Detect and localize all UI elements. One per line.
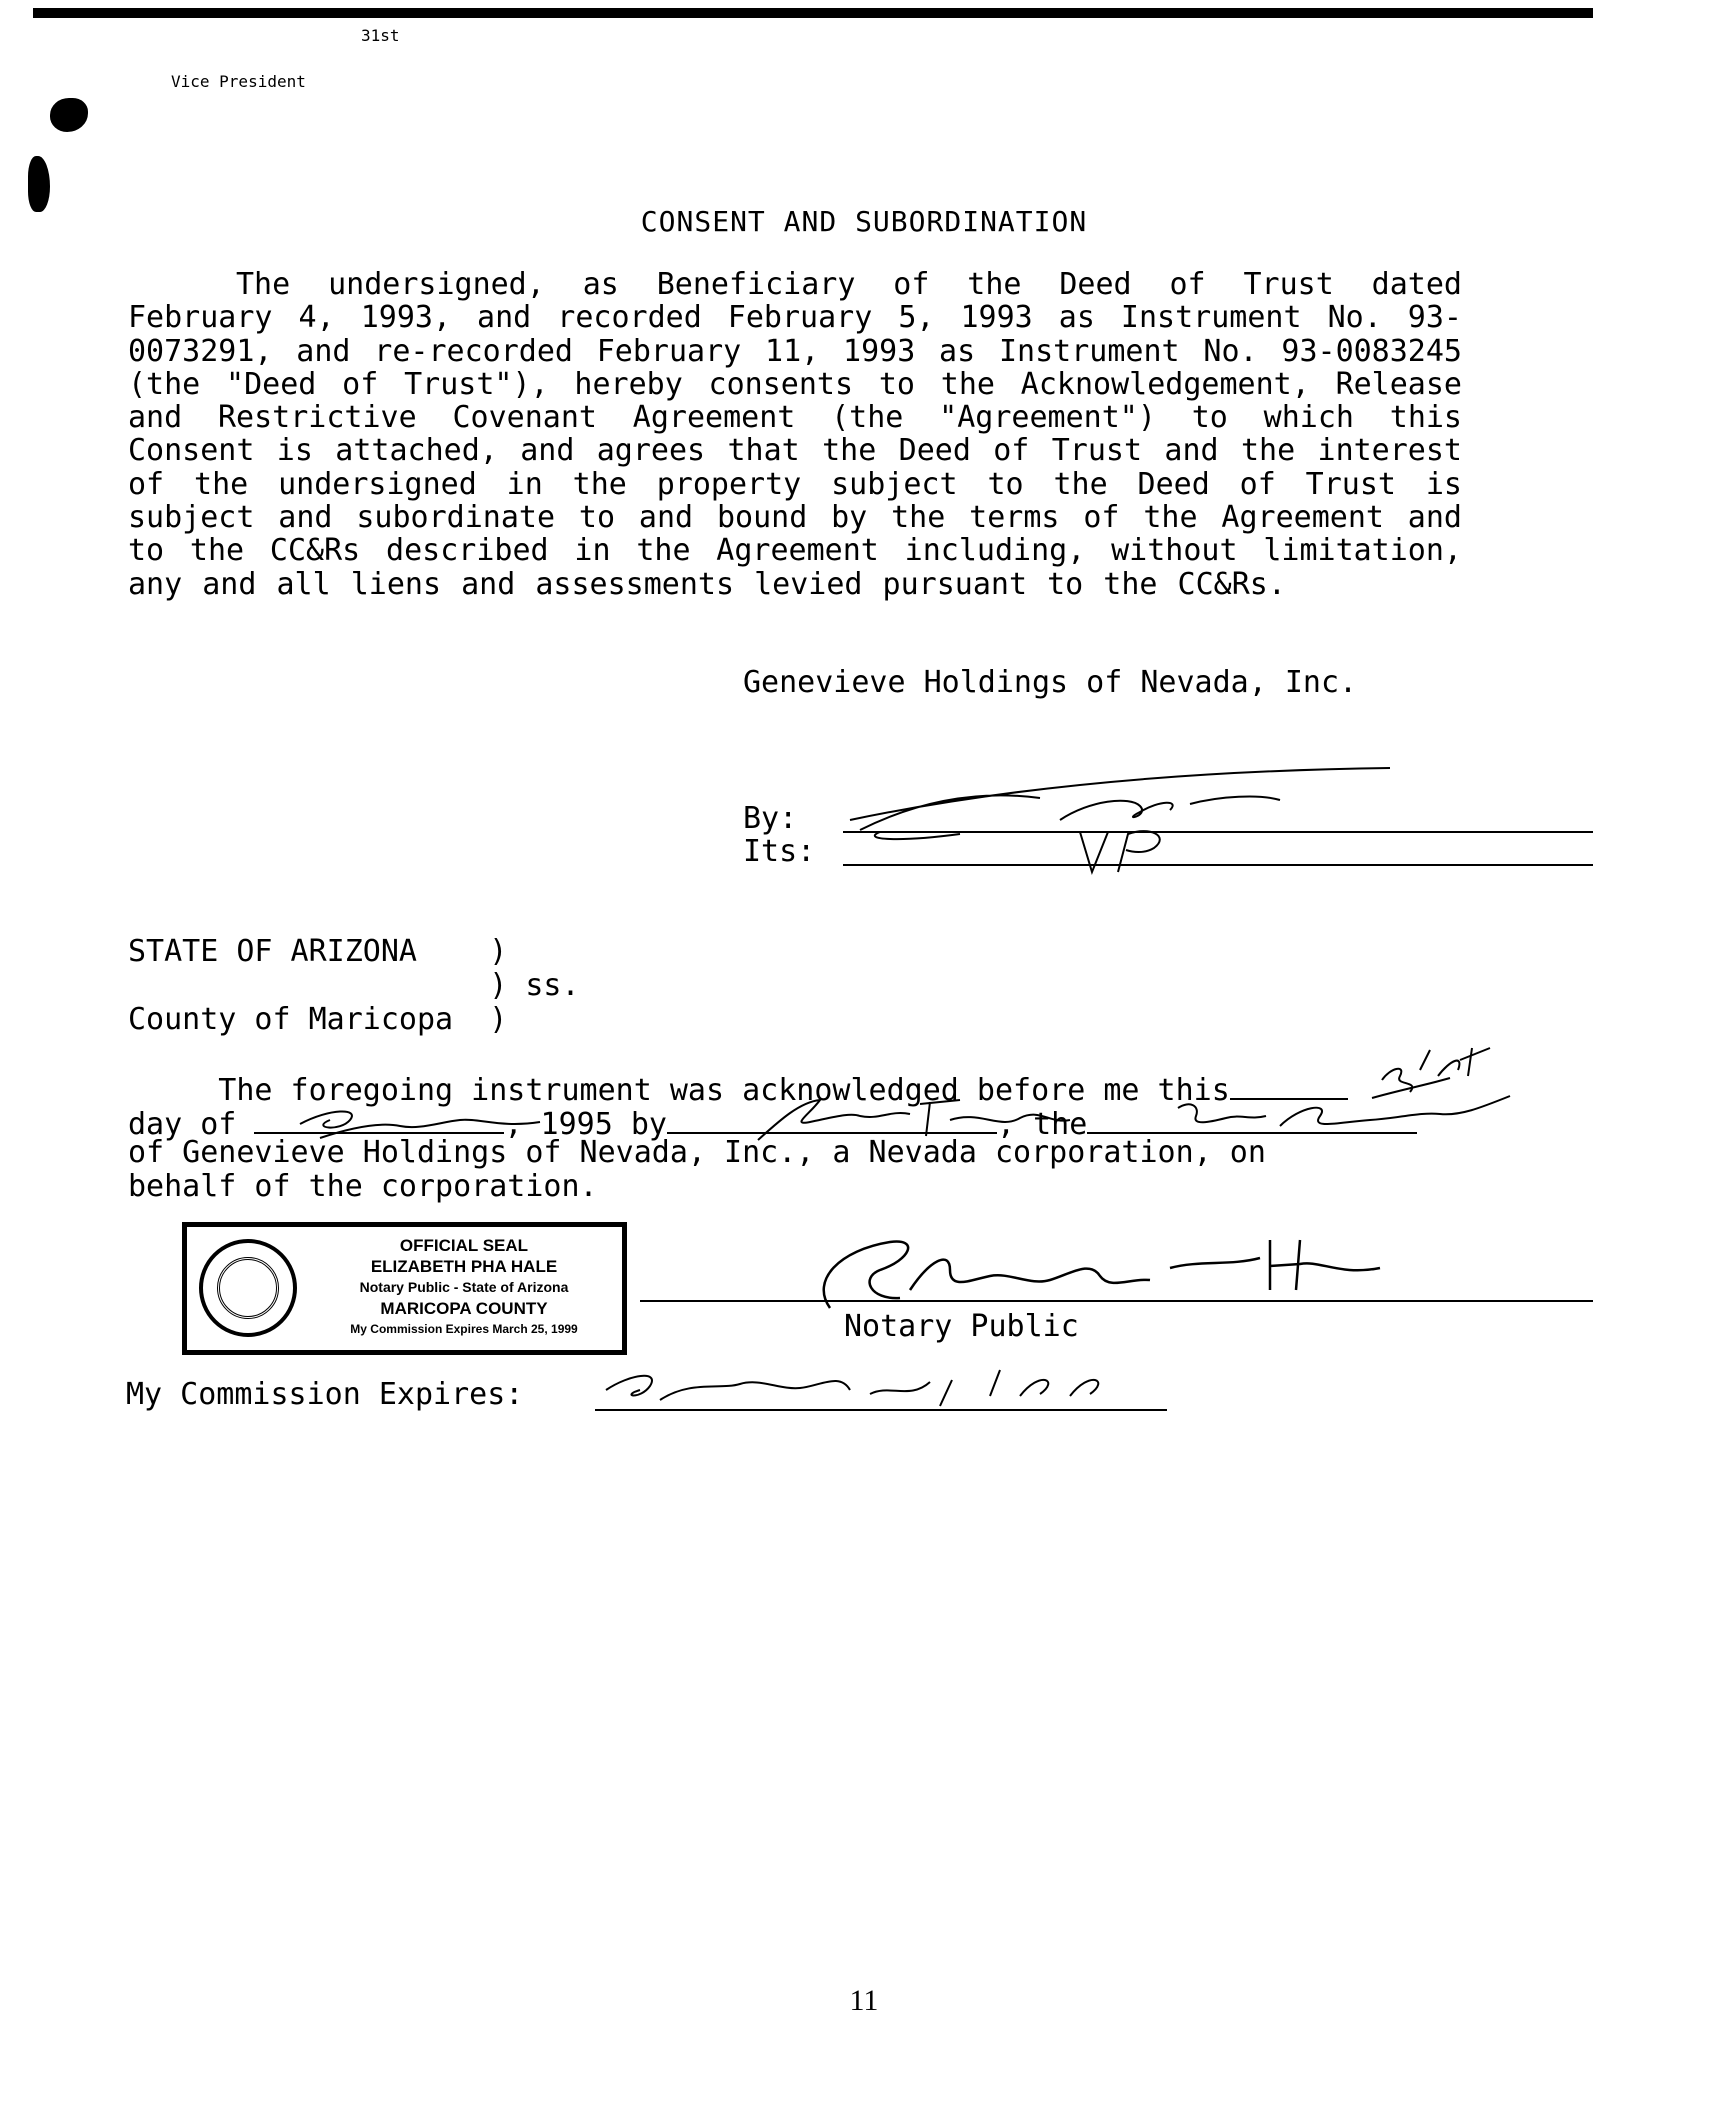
ack-line-3: of Genevieve Holdings of Nevada, Inc., a Nevada corporation, on [128, 1135, 1266, 1170]
seal-text [305, 1235, 623, 1340]
state-line: STATE OF ARIZONA ) [128, 934, 508, 969]
scan-punch-hole-mark [50, 98, 88, 132]
svg-text:31st: 31st [361, 26, 400, 45]
by-label: By: [743, 801, 798, 836]
commission-label: My Commission Expires: [126, 1377, 524, 1412]
page-number: 11 [849, 1984, 879, 2017]
company-name: Genevieve Holdings of Nevada, Inc. [743, 665, 1358, 700]
ss-line: ) ss. [128, 968, 580, 1003]
county-line: County of Maricopa ) [128, 1002, 508, 1037]
signer-handwriting [750, 1090, 1080, 1150]
seal-line-2: ELIZABETH PHA HALE [370, 1257, 558, 1276]
ack-line-4: behalf of the corporation. [128, 1169, 598, 1204]
scan-top-border [33, 8, 1593, 18]
seal-line-4: MARICOPA COUNTY [380, 1299, 548, 1318]
ack-day-of-label: day of [128, 1107, 255, 1142]
svg-text:Vice President: Vice President [171, 72, 306, 91]
body-paragraph: The undersigned, as Beneficiary of the Deed of Trust dated February 4, 1993, and recorded February 5, 1993 as Instrument No. 93-0073291, and re-recorded February 11, 1993 as Instrument No. 93-0083245 (the "Deed of Trust"), hereby consents to the Acknowledgement, Release and Restrictive Covenant Agreement (the "Agreement") to which this Consent is attached, and agrees that the Deed of Trust and the interest of the undersigned in the property subject to the Deed of Trust is subject and subordinate to and bound by the terms of the Agreement and to the CC&Rs described in the Agreement including, without limitation, any and all liens and assessments levied pursuant to the CC&Rs. [128, 267, 1462, 602]
state-seal-emblem [199, 1239, 297, 1337]
venue-block [128, 935, 580, 1037]
notary-seal [182, 1222, 627, 1355]
commission-date-handwriting [600, 1360, 1120, 1420]
ack-line-1-text: The foregoing instrument was acknowledged before me this [128, 1073, 1230, 1108]
its-handwritten-vp [1070, 820, 1190, 880]
seal-line-5: My Commission Expires March 25, 1999 [350, 1322, 578, 1336]
notary-signature-line [640, 1300, 1593, 1302]
seal-line-3: Notary Public - State of Arizona [359, 1279, 569, 1295]
month-handwriting [290, 1098, 550, 1148]
document-title: CONSENT AND SUBORDINATION [640, 205, 1088, 238]
seal-line-1: OFFICIAL SEAL [399, 1236, 529, 1255]
ack-year-text: , 1995 by [504, 1107, 667, 1142]
scan-punch-hole-mark [28, 156, 50, 212]
its-label: Its: [743, 834, 816, 869]
ack-the-text: , the [997, 1107, 1088, 1142]
notary-public-label: Notary Public [844, 1309, 1079, 1344]
commission-expires [126, 1377, 523, 1412]
